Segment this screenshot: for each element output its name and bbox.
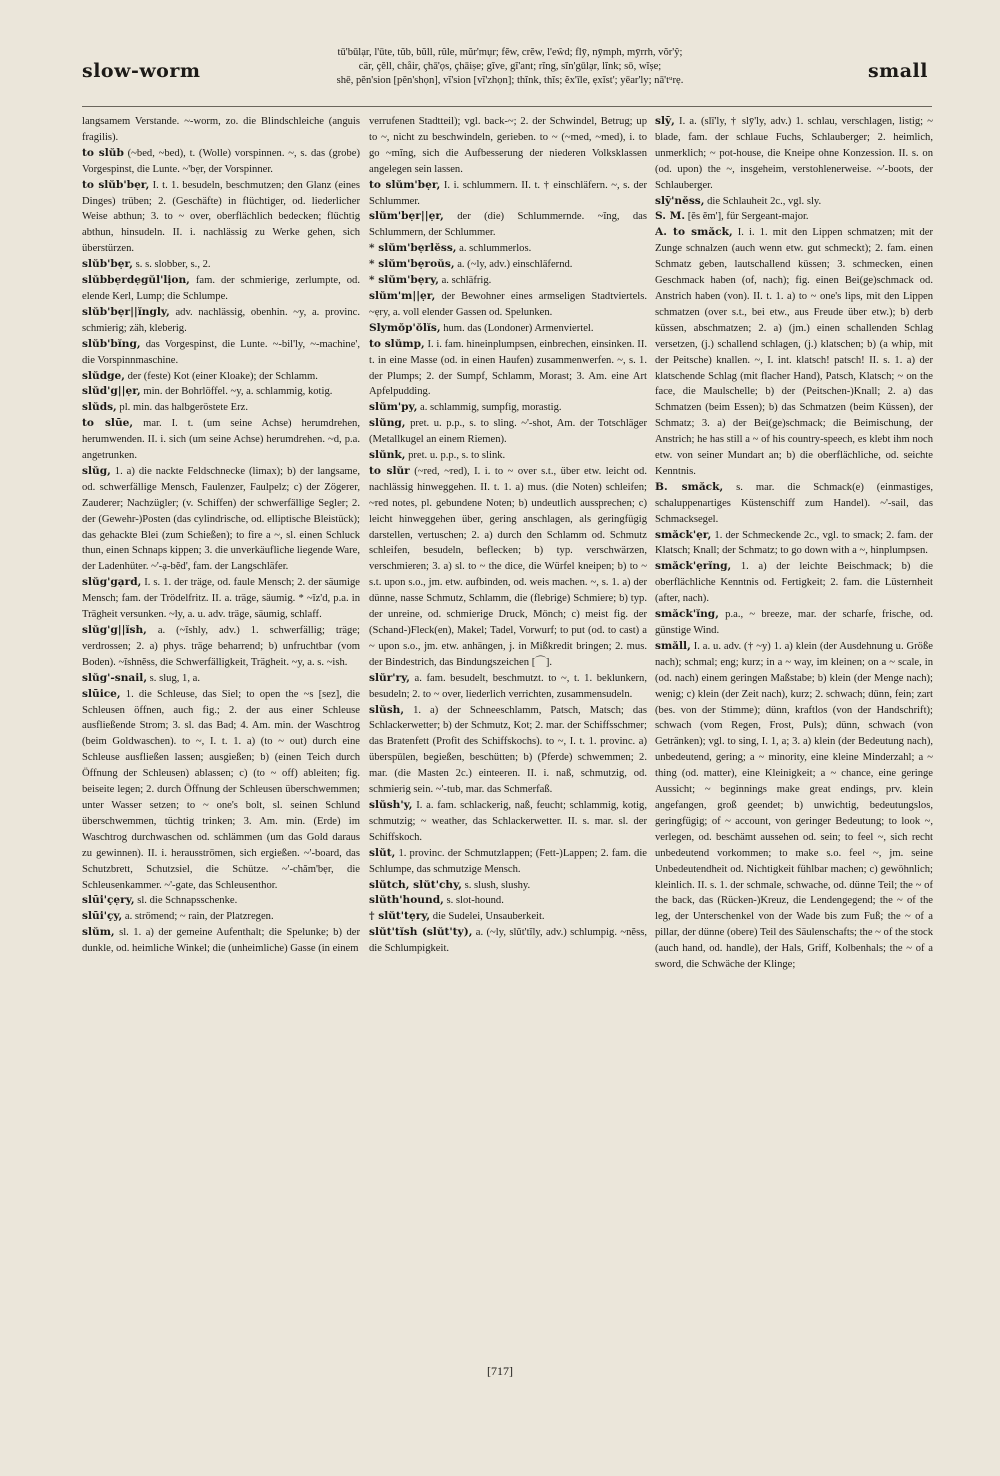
- entry-definition: a. (~ly, slŭt'tĭly, adv.) schlumpig. ~nĕss, die Schlumpigkeit.: [369, 927, 647, 955]
- entry-definition: a. strömend; ~ rain, der Platzregen.: [124, 911, 274, 923]
- entry-headword: slŭb'bẹr||ĭngly,: [82, 305, 170, 318]
- dictionary-entry: [82, 623, 360, 671]
- entry-definition: p.a., ~ breeze, mar. der scharfe, frische, od. günstige Wind.: [655, 609, 933, 636]
- entry-headword: Slymŏp'ŏlĭs,: [369, 321, 441, 334]
- entry-headword: slŭd'g||ẹr,: [82, 385, 141, 398]
- entry-headword: to slŭr: [369, 464, 410, 477]
- entry-definition: s. slug, 1, a.: [149, 672, 200, 684]
- entry-definition: 1. a) die nackte Feldschnecke (limax); b) der langsame, od. schwerfällige Mensch, Faulenzer, Faulpelz; c) der Zögerer, Zauderer; Nachzügler; (v. Schiffen) der schwerfällige Segler; 2. der (Gewehr-)Posten (das cylindrische, od. elliptische Bleistück); das gehackte Blei (zum Schießen); to fire a ~, sl. einen Schluck thun, einen Schnaps kippen; 3. die unverkäufliche liegende Ware, der Ladenhüter. ~'-ạ-bĕd', fam. der Langschläfer.: [82, 465, 360, 573]
- dictionary-entry: [369, 703, 647, 798]
- entry-definition: sl. die Schnapsschenke.: [137, 895, 238, 907]
- dictionary-entry: [655, 528, 933, 560]
- entry-definition: 1. a) der leichte Beischmack; b) die oberflächliche Kenntnis od. Fertigkeit; 2. fam. die Lüsternheit (after, nach).: [655, 561, 933, 605]
- entry-definition: a. schlummerlos.: [459, 243, 532, 255]
- entry-headword: * slŭm'bẹroŭs,: [369, 258, 455, 271]
- entry-definition: sl. 1. a) der gemeine Aufenthalt; die Spelunke; b) der dunkle, od. heimliche Winkel; die (unheimliche) Gasse (in einem: [82, 927, 360, 955]
- dictionary-entry: [369, 909, 647, 925]
- dictionary-entry: [369, 400, 647, 416]
- dictionary-entry: [369, 321, 647, 337]
- dictionary-entry: [369, 114, 647, 178]
- column-1: [82, 114, 360, 1354]
- dictionary-entry: [655, 480, 933, 528]
- entry-definition: s. s. slobber, s., 2.: [135, 259, 211, 271]
- dictionary-entry: [369, 671, 647, 703]
- entry-headword: slŭb'bĭng,: [82, 337, 141, 350]
- dictionary-entry: [82, 257, 360, 273]
- entry-headword: * slŭm'bẹrlĕss,: [369, 242, 457, 255]
- entry-definition: pret. u. p.p., s. to sling. ~'-shot, Am. der Totschläger (Metallkugel an einem Riemen).: [369, 418, 647, 446]
- entry-definition: I. a. u. adv. († ~y) 1. a) klein (der Ausdehnung u. Größe nach); schmal; eng; kurz; in a ~ way, im kleinen; on a ~ scale, in (od. nach) einem geringen Maßstabe; b) klein (der Menge nach); wenig; c) klein (der Zeit nach), kurz; 2. schwach; dünn, fein; zart (bes. von der Stimme); dünn, kraftlos (von der Handschrift); schwach (vom Regen, Frost, Puls); dünn, schwach (von Getränken); vgl. to sing, I. 1, a; 3. a) klein (der Bedeutung nach), unbedeutend, gering; a ~ minority, eine kleine Minderzahl; a ~ thing (od. matter), eine Kleinigkeit; a ~ chance, eine geringe Aussicht; ~ beginnings make great endings, prv. klein angefangen, groß geendet; b) unwichtig, bedeutungslos, geringfügig; of ~ account, von geringer Bedeutung; to look ~, verlegen, od. beschämt aussehen od. sein; to feel ~, sich recht unbedeutend vorkommen; to make s.o. feel ~, jm. seine Unbedeutendheit od. Nichtigkeit fühlbar machen; c) gewöhnlich; kleinlich. II. s. 1. der schmale, schwache, od. dünne Teil; the ~ of the back, das (Rücken-)Kreuz, die Lendengegend; the ~ of the leg, der Unterschenkel von der Wade bis zum Fuß; the ~ of a pillar, der dünne (obere) Teil des Säulenschafts; the ~ of the stock (auch hand, od. handle), der Hals, Griff, Kolbenhals; the ~ of a sword, die Schwäche der Klinge;: [655, 640, 933, 971]
- entry-definition: I. a. fam. schlackerig, naß, feucht; schlammig, kotig, schmutzig; ~ weather, das Schlackerwetter. II. s. mar. sl. der Schiffskoch.: [369, 799, 647, 843]
- dictionary-entry: [82, 178, 360, 258]
- dictionary-entry: [369, 337, 647, 401]
- dictionary-entry: [82, 416, 360, 464]
- pronunciation-key-line-2: cär, çĕll, chåir, çhā'ọs, çhāiṣe; gĭve, gĭ'ant; rĭng, sĭn'gūlạr, lĭnk; sō, wĭṣe;: [358, 61, 662, 72]
- dictionary-entry: [82, 114, 360, 146]
- entry-definition: fam. der schmierige, zerlumpte, od. elende Kerl, Lump; die Schlumpe.: [82, 275, 360, 302]
- dictionary-entry: [82, 305, 360, 337]
- entry-definition: langsamem Verstande. ~-worm, zo. die Blindschleiche (anguis fragilis).: [82, 116, 360, 143]
- dictionary-entry: [82, 575, 360, 623]
- dictionary-entry: [82, 687, 360, 894]
- dictionary-entry: [82, 893, 360, 909]
- entry-definition: verrufenen Stadtteil); vgl. back-~; 2. der Schwindel, Betrug; up to ~, nicht zu beschwindeln, gerieben. to ~ (~med, ~med), i. to go ~mĭng, sich die Aufbesserung der niederen Volksklassen angelegen sein lassen.: [369, 116, 647, 175]
- entry-definition: pl. min. das halbgeröstete Erz.: [119, 402, 248, 414]
- entry-headword: slŭm'm||ẹr,: [369, 289, 436, 302]
- entry-headword: slŭm,: [82, 926, 115, 939]
- entry-headword: slūi'çẹry,: [82, 894, 135, 907]
- page-header: [0, 42, 1000, 102]
- entry-headword: slūi'çy,: [82, 910, 123, 923]
- right-guide-word: small: [867, 60, 928, 82]
- dictionary-entry: [369, 241, 647, 257]
- entry-definition: s. mar. die Schmack(e) (einmastiges, schaluppenartiges Küstenschiff zum Handel). ~'-sail, das Schmacksegel.: [655, 481, 933, 525]
- entry-definition: pret. u. p.p., s. to slink.: [408, 450, 506, 462]
- entry-headword: to slŭb: [82, 146, 124, 159]
- entry-definition: 1. die Schleuse, das Siel; to open the ~s [sez], die Schleusen öffnen, auch fig.; 2. der aus einer Schleuse ausfließende Strom; 3. sl. das Bad; 4. Am. min. der Waschtrog (beim Goldwaschen). to ~, I. t. 1. a) (to ~ out) durch eine Schleuse ausfließen lassen; ausgießen; b) (einen Teich durch Öffnung der Schleusen) ablassen; c) (to ~ off) ableiten; fig. beiseite legen; 2. durch Öffnung der Schleusen überschwemmen; unter Wasser setzen; to ~ one's bolt, sl. seinen Schlund überschwemmen, tüchtig trinken; 3. Am. min. (Erde) im Waschtrog durchwaschen od. schlämmen (um das Gold daraus zu gewinnen). II. i. herausströmen, sich ergießen. ~'-board, das Schutzbrett, Schutzsiel, die Schütze. ~'-chăm'bẹr, die Schleusenkammer. ~'-gate, das Schleusenthor.: [82, 688, 360, 891]
- entry-definition: der Bewohner eines armseligen Stadtviertels. ~ẹry, a. voll elender Gassen od. Spelunken.: [369, 290, 647, 318]
- entry-headword: to slŭmp,: [369, 337, 425, 350]
- dictionary-entry: [369, 893, 647, 909]
- entry-definition: 1. provinc. der Schmutzlappen; (Fett-)Lappen; 2. fam. die Schlumpe, das schmutzige Mensch.: [369, 847, 647, 875]
- entry-definition: der (feste) Kot (einer Kloake); der Schlamm.: [127, 370, 318, 382]
- entry-headword: slŭsh,: [369, 703, 405, 716]
- dictionary-entry: [82, 400, 360, 416]
- entry-definition: I. i. fam. hineinplumpsen, einbrechen, einsinken. II. t. in eine Masse (od. in einen Haufen) zusammenwerfen. ~, s. 1. der Plumps; 2. der Sumpf, Schlamm, Morast; 3. Am. eine Art Apfelpudding.: [369, 338, 647, 398]
- entry-definition: a. schlammig, sumpfig, morastig.: [420, 402, 562, 414]
- dictionary-entry: [369, 209, 647, 241]
- entry-headword: smăck'ẹr,: [655, 528, 712, 541]
- entry-headword: smăck'ẹrĭng,: [655, 560, 732, 573]
- dictionary-entry: [82, 337, 360, 369]
- entry-headword: to slūe,: [82, 417, 134, 430]
- dictionary-entry: [369, 416, 647, 448]
- dictionary-entry: [369, 289, 647, 321]
- entry-definition: I. t. 1. besudeln, beschmutzen; den Glanz (eines Dinges) trüben; 2. (Geschäfte) in flüchtiger, od. liederlicher Weise abthun; 3. to ~ over, oberflächlich bedecken; flüchtig abthun, hinsudeln. II. i. nachlässig zu Werke gehen, sich überstürzen.: [82, 179, 360, 255]
- dictionary-entry: [655, 114, 933, 194]
- entry-headword: slŭg'-snail,: [82, 671, 148, 684]
- entry-definition: das Vorgespinst, die Lunte. ~-bil'ly, ~-machine', die Vorspinnmaschine.: [82, 338, 360, 366]
- entry-headword: slŭg,: [82, 464, 111, 477]
- entry-definition: I. i. 1. mit den Lippen schmatzen; mit der Zunge schnalzen (auch wenn etw. gut schmeckt); 2. fam. einen Schmatz geben, lautschallend küssen; 3. schmecken, einen Geschmack haben (of, nach); fig. einen Bei(ge)schmack od. Anstrich haben (von). II. t. 1. a) to ~ one's lips, mit den Lippen schmatzen (over s.t., bei etw., aus Freude über etw.); b) derb küssen, abschmatzen; 2. a) (jm.) einen schallenden Schlag versetzen, (j.) schallend schlagen, (j.) klatschen; b) (a whip, mit der Peitsche) knallen. ~, I. int. klatsch! patsch! II. s. 1. a) der klatschende Schlag (mit flacher Hand), Patsch, Klatsch; ~ on the face, die Maulschelle; b) der (Peitschen-)Knall; 2. a) das Schmatzen (beim Essen); b) das Schmatzen (beim Küssen), der Schmatz; 3. a) der Bei(ge)schmack; die Beimischung, der Anstrich; he has still a ~ of his country-speech, es klebt ihm noch etw. von seiner Mundart an; b) die oberflächliche, od. seichte Kenntnis.: [655, 227, 933, 477]
- dictionary-entry: [369, 846, 647, 878]
- entry-definition: 1. der Schmeckende 2c., vgl. to smack; 2. fam. der Klatsch; Knall; der Schmatz; to go down with a ~, hinplumpsen.: [655, 529, 933, 557]
- dictionary-entry: [82, 464, 360, 575]
- dictionary-entry: [82, 671, 360, 687]
- entry-headword: slŭdge,: [82, 369, 125, 382]
- dictionary-entry: [82, 925, 360, 957]
- entry-definition: I. s. 1. der träge, od. faule Mensch; 2. der säumige Mensch; fam. der Trödelfritz. II. a. träge, säumig. * ~ĭz'd, p.a. in Trägheit versunken. ~ly, a. u. adv. träge, säumig, schlaff.: [82, 577, 360, 621]
- entry-headword: B. smăck,: [655, 480, 724, 493]
- dictionary-entry: [82, 384, 360, 400]
- entry-headword: * slŭm'bẹry,: [369, 274, 439, 287]
- entry-headword: to slŭm'bẹr,: [369, 178, 441, 191]
- entry-headword: slŭth'hound,: [369, 894, 444, 907]
- entry-definition: a. (~ĭshly, adv.) 1. schwerfällig; träge; verdrossen; 2. a) phys. träge beharrend; b) unfruchtbar (vom Boden). ~ĭshnĕss, die Schwerfälligkeit, Trägheit. ~y, a. s. ~ish.: [82, 625, 360, 668]
- entry-headword: S. M.: [655, 210, 686, 223]
- dictionary-entry: [655, 559, 933, 607]
- entry-definition: (~red, ~red), I. i. to ~ over s.t., über etw. leicht od. nachlässig hinweggehen. II. t. 1. a) mus. (die Noten) schleifen; ~red notes, pl. gebundene Noten; b) undeutlich aussprechen; c) leicht hinweggehen über, gering anschlagen, als geringfügig darstellen, vertuschen; 2. a) durch den Schlamm od. Schmutz schleifen, besudeln, beflecken; b) typ. verschwärzen, verschmieren; 3. a) sl. to ~ the dice, die Würfel kneipen; b) to ~ s.t. upon s.o., jm. etw. aufbinden, od. weis machen. ~, s. 1. a) der dünne, nasse Schmutz, Schlamm, die (flebrige) Schmiere; b) typ. der unreine, od. schmierige Druck, Mönch; c) meist fig. der (Schand-)Fleck(en), Makel; Tadel, Vorwurf; to put (od. to cast) a ~ upon s.o., jm. etw. anhängen, j. in Mißkredit bringen; 2. mus. der Bindestrich, das Bindungszeichen [⌒].: [369, 465, 647, 668]
- header-rule: [82, 106, 932, 107]
- dictionary-entry: [82, 909, 360, 925]
- dictionary-entry: [655, 225, 933, 480]
- entry-headword: A. to smăck,: [655, 226, 733, 239]
- left-guide-word: slow-worm: [82, 60, 201, 82]
- entry-definition: I. a. (slī'ly, † slȳ'ly, adv.) 1. schlau, verschlagen, listig; ~ blade, fam. der schlaue Fuchs, Schlauberger; 2. heimlich, unmerklich; ~ pot-house, die Kneipe ohne Konzession. II. s. on (od. upon) the ~, insgeheim, verstohlenerweise. ~'-boots, der Schlauberger.: [655, 116, 933, 191]
- entry-headword: slŭt'tĭsh (slŭt'ty),: [369, 926, 473, 939]
- dictionary-entry: [369, 257, 647, 273]
- entry-headword: slŭng,: [369, 417, 406, 430]
- dictionary-entry: [655, 639, 933, 973]
- entry-definition: 1. a) der Schneeschlamm, Patsch, Matsch; das Schlackerwetter; b) der Schmutz, Kot; 2. mar. der Schiffsschmer; das Bratenfett (Profit des Schiffskochs). to ~, I. t. 1. provinc. a) überspülen, begießen, beschütten; b) (Pferde) schwemmen; 2. mar. (die Masten 2c.) einteeren. II. i. naß, schmutzig, od. schmierig sein. ~'-tub, mar. das Schmerfaß.: [369, 704, 647, 796]
- entry-definition: s. slush, slushy.: [464, 879, 531, 891]
- dictionary-entry: [369, 464, 647, 671]
- entry-definition: mar. I. t. (um seine Achse) herumdrehen, herumwenden. II. i. sich (um seine Achse) herumdrehen. ~d, p.a. angetrunken.: [82, 418, 360, 462]
- entry-definition: a. fam. besudelt, beschmutzt. to ~, t. 1. beklunkern, besudeln; 2. to ~ over, liederlich verrichten, zusammensudeln.: [369, 672, 647, 700]
- dictionary-entry: [655, 209, 933, 225]
- entry-definition: [ĕs ĕm'], für Sergeant-major.: [687, 211, 809, 223]
- pronunciation-key-line-1: tū'būlạr, l'ūte, tŭb, bŭll, rûle, mŭr'mụr; fĕw, crĕw, l'eŵd; flȳ, nȳmph, mȳrrh, vŏr'ŷ;: [337, 47, 683, 58]
- page-number: [717]: [487, 1364, 513, 1378]
- entry-headword: slŭb'bẹr,: [82, 258, 133, 271]
- dictionary-entry: [369, 448, 647, 464]
- dictionary-entry: [369, 178, 647, 210]
- dictionary-entry: [655, 607, 933, 639]
- dictionary-entry: [82, 273, 360, 305]
- entry-definition: s. slot-hound.: [446, 895, 504, 907]
- entry-definition: adv. nachlässig, obenhin. ~y, a. provinc. schmierig; zäh, kleberig.: [82, 306, 360, 334]
- dictionary-entry: [82, 369, 360, 385]
- entry-headword: smăll,: [655, 639, 691, 652]
- entry-headword: slŭbbẹrdẹgŭl'lịon,: [82, 274, 190, 287]
- dictionary-entry: [369, 798, 647, 846]
- entry-headword: slŭnk,: [369, 449, 406, 462]
- entry-definition: hum. das (Londoner) Armenviertel.: [443, 322, 594, 334]
- dictionary-entry: [369, 273, 647, 289]
- entry-headword: slŭg'gạrd,: [82, 576, 142, 589]
- entry-headword: † slŭt'tẹry,: [369, 910, 431, 923]
- entry-definition: I. i. schlummern. II. t. † einschläfern. ~, s. der Schlummer.: [369, 179, 647, 207]
- entry-headword: slȳ'nĕss,: [655, 194, 705, 207]
- dictionary-entry: [655, 194, 933, 210]
- entry-headword: slŭg'g||ĭsh,: [82, 624, 147, 636]
- entry-definition: min. der Bohrlöffel. ~y, a. schlammig, kotig.: [143, 386, 333, 398]
- dictionary-entry: [82, 146, 360, 178]
- entry-definition: der (die) Schlummernde. ~ĭng, das Schlummern, der Schlummer.: [369, 211, 647, 239]
- dictionary-entry: [369, 925, 647, 957]
- entry-headword: slŭsh'y,: [369, 798, 413, 811]
- entry-definition: a. (~ly, adv.) einschläfernd.: [457, 259, 573, 271]
- entry-definition: die Schlauheit 2c., vgl. sly.: [707, 195, 822, 207]
- entry-definition: a. schläfrig.: [441, 275, 492, 287]
- entry-headword: slŭtch, slŭt'chy,: [369, 878, 462, 891]
- entry-headword: slŭds,: [82, 401, 117, 414]
- column-3: [655, 114, 933, 1354]
- pronunciation-key-line-3: shē, pĕn'sion [pĕn'shọn], vĭ'sion [vĭ'zhọn]; thĭnk, thĭs; ĕx'īle, ẹxĭst'; yēar'ly; nā'tᵘrẹ.: [336, 75, 684, 86]
- entry-headword: smăck'ĭng,: [655, 608, 719, 621]
- entry-headword: slŭm'bẹr||ẹr,: [369, 210, 444, 223]
- entry-headword: to slŭb'bẹr,: [82, 178, 150, 191]
- entry-headword: slŭm'py,: [369, 401, 418, 414]
- column-2: [369, 114, 647, 1354]
- entry-headword: slŭr'ry,: [369, 671, 410, 684]
- entry-definition: die Sudelei, Unsauberkeit.: [432, 911, 545, 923]
- entry-headword: slūice,: [82, 687, 121, 700]
- entry-definition: (~bed, ~bed), t. (Wolle) vorspinnen. ~, s. das (grobe) Vorgespinst, die Lunte. ~'bẹr, der Vorspinner.: [82, 147, 360, 175]
- entry-headword: slŭt,: [369, 846, 396, 859]
- entry-headword: slȳ,: [655, 115, 675, 127]
- dictionary-entry: [369, 878, 647, 894]
